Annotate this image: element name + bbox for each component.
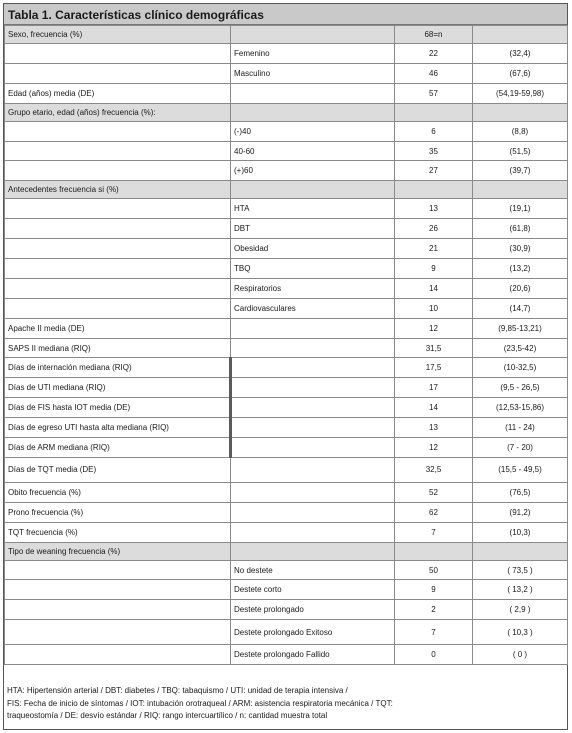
table-row (5, 161, 568, 181)
table-row (5, 63, 568, 83)
variable-cell: Edad (años) media (DE) (5, 83, 231, 103)
value-cell: 50 (395, 560, 473, 580)
table-row (5, 83, 568, 103)
category-cell (231, 457, 395, 482)
table-title: Tabla 1. Características clínico demográficas (4, 4, 567, 25)
value-cell: 12 (395, 438, 473, 458)
table-row (5, 338, 568, 358)
table-row (5, 482, 568, 502)
variable-cell: TQT frecuencia (%) (5, 522, 231, 542)
variable-cell (5, 121, 231, 141)
range-cell (473, 181, 568, 199)
variable-cell: SAPS II mediana (RIQ) (5, 338, 231, 358)
value-cell: 2 (395, 600, 473, 620)
range-cell: ( 13,2 ) (473, 580, 568, 600)
footnote-line: FIS: Fecha de inicio de síntomas / IOT: intubación orotraqueal / ARM: asistencia respiratoria mecánica / TQT: (7, 698, 393, 708)
variable-cell: Antecedentes frecuencia si (%) (5, 181, 231, 199)
value-cell: 14 (395, 398, 473, 418)
table-row (5, 141, 568, 161)
range-cell: (20,6) (473, 278, 568, 298)
value-cell: 13 (395, 199, 473, 219)
range-cell: (76,5) (473, 482, 568, 502)
category-cell (231, 482, 395, 502)
range-cell: (51,5) (473, 141, 568, 161)
table-row (5, 418, 568, 438)
category-cell: (+)60 (231, 161, 395, 181)
variable-cell (5, 161, 231, 181)
range-cell: (19,1) (473, 199, 568, 219)
category-cell (231, 502, 395, 522)
category-cell: No destete (231, 560, 395, 580)
value-cell: 10 (395, 298, 473, 318)
category-cell (231, 522, 395, 542)
variable-cell: Sexo, frecuencia (%) (5, 26, 231, 44)
table-body (5, 26, 568, 665)
section-header-row (5, 26, 568, 44)
range-cell: (12,53-15,86) (473, 398, 568, 418)
range-cell: (10,3) (473, 522, 568, 542)
category-cell (231, 398, 395, 418)
variable-cell: Prono frecuencia (%) (5, 502, 231, 522)
range-cell: (15,5 - 49,5) (473, 457, 568, 482)
range-cell: (10-32,5) (473, 358, 568, 378)
category-cell: (-)40 (231, 121, 395, 141)
footnote-line: HTA: Hipertensión arterial / DBT: diabetes / TBQ: tabaquismo / UTI: unidad de terapia intensiva / (7, 686, 348, 695)
table-row (5, 318, 568, 338)
variable-cell (5, 560, 231, 580)
variable-cell (5, 600, 231, 620)
table-row (5, 560, 568, 580)
value-cell: 35 (395, 141, 473, 161)
value-cell: 52 (395, 482, 473, 502)
table-row (5, 298, 568, 318)
characteristics-table (4, 25, 568, 665)
category-cell: HTA (231, 199, 395, 219)
table-row (5, 502, 568, 522)
category-cell: Destete prolongado Fallido (231, 645, 395, 665)
footnote (7, 685, 562, 723)
category-cell: Respiratorios (231, 278, 395, 298)
category-cell: Destete corto (231, 580, 395, 600)
table-row (5, 44, 568, 64)
table-row (5, 121, 568, 141)
category-cell: Obesidad (231, 239, 395, 259)
category-cell: Cardiovasculares (231, 298, 395, 318)
variable-cell (5, 239, 231, 259)
value-cell: 12 (395, 318, 473, 338)
table-row (5, 522, 568, 542)
variable-cell: Días de egreso UTI hasta alta mediana (RIQ) (5, 418, 231, 438)
variable-cell: Días de UTI mediana (RIQ) (5, 378, 231, 398)
section-header-row (5, 542, 568, 560)
value-cell: 17,5 (395, 358, 473, 378)
table-frame (3, 3, 568, 730)
category-cell (231, 181, 395, 199)
range-cell: (91,2) (473, 502, 568, 522)
range-cell: ( 73,5 ) (473, 560, 568, 580)
variable-cell: Días de FIS hasta IOT media (DE) (5, 398, 231, 418)
variable-cell (5, 259, 231, 279)
range-cell: (67,6) (473, 63, 568, 83)
value-cell: 27 (395, 161, 473, 181)
category-cell: 40-60 (231, 141, 395, 161)
table-row (5, 199, 568, 219)
table-row (5, 620, 568, 645)
value-cell (395, 542, 473, 560)
category-cell (231, 318, 395, 338)
range-cell: ( 0 ) (473, 645, 568, 665)
value-cell: 13 (395, 418, 473, 438)
category-cell (231, 358, 395, 378)
variable-cell (5, 199, 231, 219)
variable-cell (5, 645, 231, 665)
table-row (5, 259, 568, 279)
variable-cell (5, 141, 231, 161)
variable-cell: Días de ARM mediana (RIQ) (5, 438, 231, 458)
category-cell: TBQ (231, 259, 395, 279)
variable-cell (5, 298, 231, 318)
value-cell: 57 (395, 83, 473, 103)
range-cell (473, 103, 568, 121)
table-row (5, 278, 568, 298)
table-row (5, 457, 568, 482)
range-cell: (9,5 - 26,5) (473, 378, 568, 398)
table-row (5, 219, 568, 239)
value-cell: 22 (395, 44, 473, 64)
table-row (5, 378, 568, 398)
category-cell: Femenino (231, 44, 395, 64)
range-cell: ( 10,3 ) (473, 620, 568, 645)
category-cell: DBT (231, 219, 395, 239)
variable-cell (5, 278, 231, 298)
range-cell: (13,2) (473, 259, 568, 279)
category-cell (231, 103, 395, 121)
table-row (5, 645, 568, 665)
range-cell (473, 26, 568, 44)
category-cell (231, 83, 395, 103)
footnote-line: traqueostomía / DE: desvío estándar / RIQ: rango intercuartílico / n: cantidad muestra total (7, 711, 328, 720)
range-cell: ( 2,9 ) (473, 600, 568, 620)
value-cell: 31,5 (395, 338, 473, 358)
value-cell: 14 (395, 278, 473, 298)
table-row (5, 358, 568, 378)
category-cell: Destete prolongado Exitoso (231, 620, 395, 645)
range-cell: (23,5-42) (473, 338, 568, 358)
value-cell: 9 (395, 580, 473, 600)
variable-cell (5, 219, 231, 239)
value-cell: 0 (395, 645, 473, 665)
variable-cell: Días de internación mediana (RIQ) (5, 358, 231, 378)
variable-cell: Tipo de weaning frecuencia (%) (5, 542, 231, 560)
value-cell: 6 (395, 121, 473, 141)
range-cell (473, 542, 568, 560)
range-cell: (39,7) (473, 161, 568, 181)
category-cell (231, 338, 395, 358)
table-row (5, 398, 568, 418)
value-cell: 46 (395, 63, 473, 83)
table-row (5, 438, 568, 458)
variable-cell: Grupo etario, edad (años) frecuencia (%): (5, 103, 231, 121)
range-cell: (14,7) (473, 298, 568, 318)
variable-cell (5, 44, 231, 64)
section-header-row (5, 103, 568, 121)
value-cell: 62 (395, 502, 473, 522)
value-cell (395, 181, 473, 199)
value-cell: 17 (395, 378, 473, 398)
value-cell: 68=n (395, 26, 473, 44)
category-cell (231, 418, 395, 438)
variable-cell (5, 580, 231, 600)
value-cell: 7 (395, 620, 473, 645)
range-cell: (8,8) (473, 121, 568, 141)
value-cell: 9 (395, 259, 473, 279)
range-cell: (61,8) (473, 219, 568, 239)
value-cell: 7 (395, 522, 473, 542)
range-cell: (7 - 20) (473, 438, 568, 458)
section-header-row (5, 181, 568, 199)
table-row (5, 600, 568, 620)
range-cell: (32,4) (473, 44, 568, 64)
variable-cell (5, 63, 231, 83)
category-cell: Destete prolongado (231, 600, 395, 620)
variable-cell: Días de TQT media (DE) (5, 457, 231, 482)
variable-cell: Apache II media (DE) (5, 318, 231, 338)
variable-cell (5, 620, 231, 645)
table-row (5, 239, 568, 259)
category-cell (231, 378, 395, 398)
range-cell: (54,19-59,98) (473, 83, 568, 103)
range-cell: (11 - 24) (473, 418, 568, 438)
table-row (5, 580, 568, 600)
category-cell (231, 542, 395, 560)
value-cell: 26 (395, 219, 473, 239)
category-cell (231, 438, 395, 458)
variable-cell: Obito frecuencia (%) (5, 482, 231, 502)
value-cell: 21 (395, 239, 473, 259)
value-cell (395, 103, 473, 121)
value-cell: 32,5 (395, 457, 473, 482)
category-cell (231, 26, 395, 44)
category-cell: Masculino (231, 63, 395, 83)
range-cell: (30,9) (473, 239, 568, 259)
range-cell: (9,85-13,21) (473, 318, 568, 338)
